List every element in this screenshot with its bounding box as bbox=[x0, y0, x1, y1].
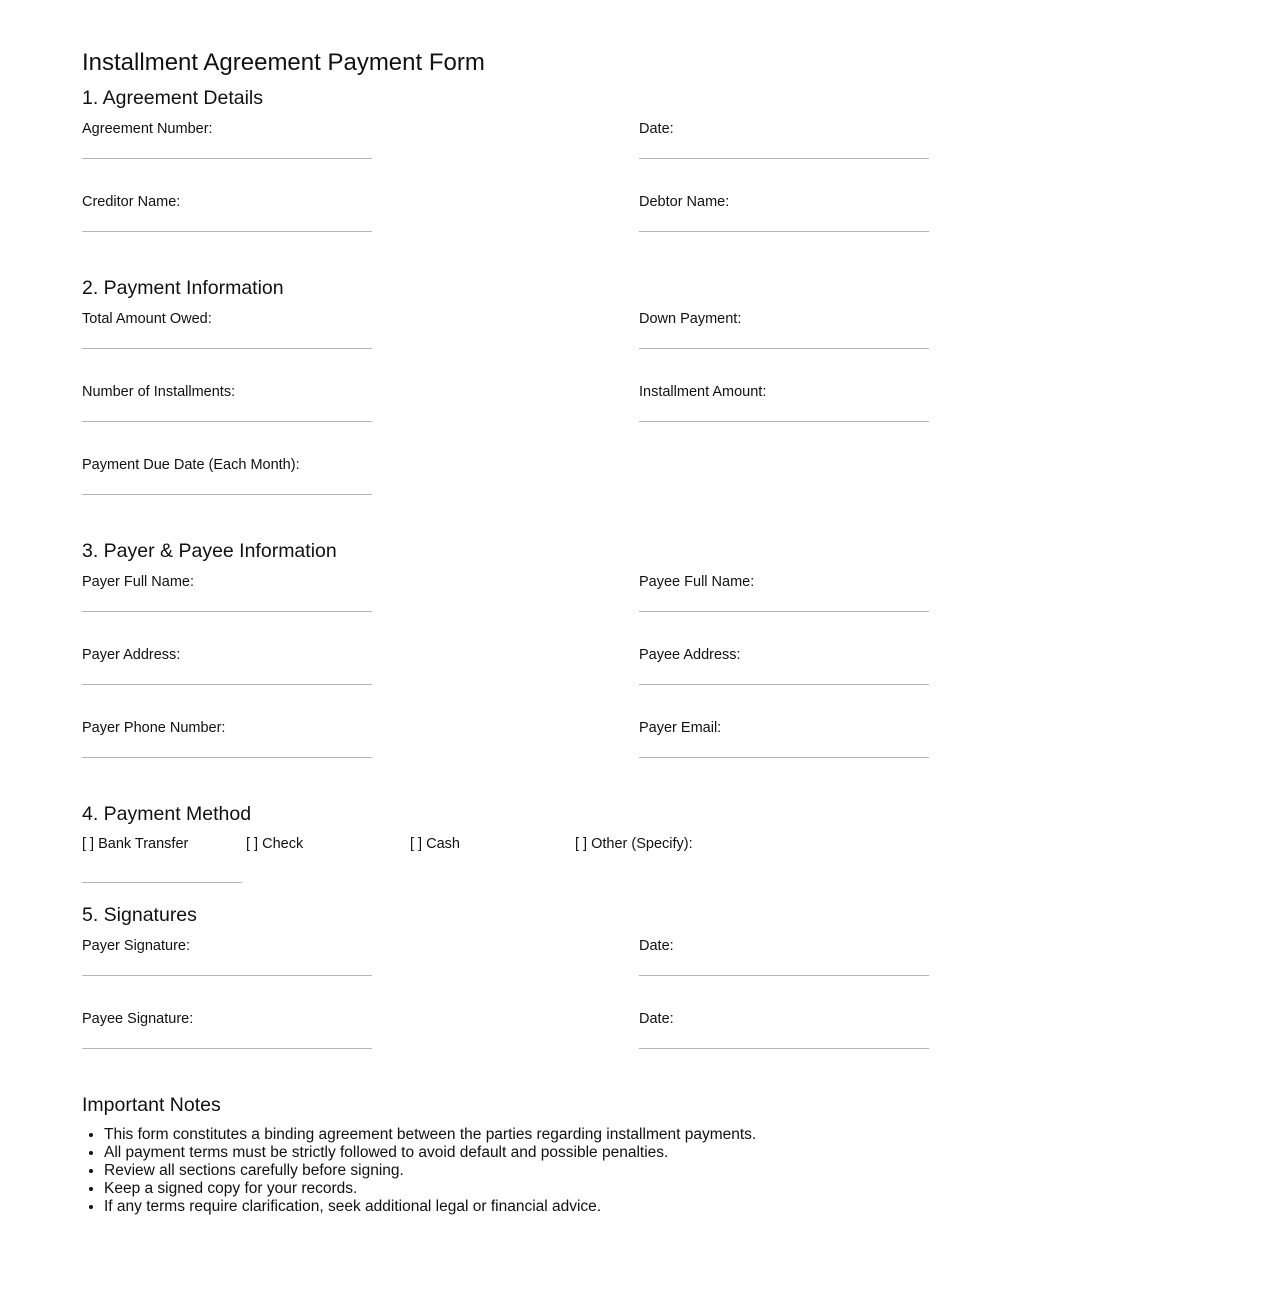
installment-amount-input[interactable] bbox=[639, 421, 929, 422]
number-of-installments-input[interactable] bbox=[82, 421, 372, 422]
payer-signature-date-label: Date: bbox=[639, 938, 674, 954]
note-item: • Keep a signed copy for your records. bbox=[104, 1180, 1004, 1198]
payer-address-field bbox=[82, 646, 372, 685]
down-payment-field bbox=[639, 310, 929, 349]
total-amount-owed-label: Total Amount Owed: bbox=[82, 311, 212, 327]
payer-phone-field bbox=[82, 719, 372, 758]
checkbox-bank-transfer[interactable]: [ ] bbox=[82, 836, 95, 852]
check-label: Check bbox=[262, 836, 304, 852]
section-title-signatures: 5. Signatures bbox=[82, 904, 197, 926]
agreement-date-input[interactable] bbox=[639, 158, 929, 159]
installment-amount-label: Installment Amount: bbox=[639, 384, 767, 400]
number-of-installments-field bbox=[82, 383, 372, 422]
payee-full-name-label: Payee Full Name: bbox=[639, 574, 755, 590]
agreement-number-input[interactable] bbox=[82, 158, 372, 159]
important-notes-list bbox=[82, 1126, 1004, 1216]
checkbox-cash[interactable]: [ ] bbox=[410, 836, 423, 852]
payer-signature-date-input[interactable] bbox=[639, 975, 929, 976]
down-payment-label: Down Payment: bbox=[639, 311, 742, 327]
note-item: • All payment terms must be strictly followed to avoid default and possible penalties. bbox=[104, 1144, 1004, 1162]
agreement-number-field bbox=[82, 120, 372, 159]
payment-method-other[interactable] bbox=[575, 835, 693, 853]
payer-signature-field bbox=[82, 937, 372, 976]
payer-signature-label: Payer Signature: bbox=[82, 938, 191, 954]
agreement-date-field bbox=[639, 120, 929, 159]
payer-email-field bbox=[639, 719, 929, 758]
payee-signature-field bbox=[82, 1010, 372, 1049]
payer-phone-label: Payer Phone Number: bbox=[82, 720, 226, 736]
other-specify-input[interactable] bbox=[82, 882, 242, 883]
payer-address-label: Payer Address: bbox=[82, 647, 181, 663]
payee-address-input[interactable] bbox=[639, 684, 929, 685]
payment-method-check[interactable] bbox=[246, 835, 303, 853]
payment-due-date-field bbox=[82, 456, 372, 495]
payee-signature-date-input[interactable] bbox=[639, 1048, 929, 1049]
section-title-payment-information: 2. Payment Information bbox=[82, 277, 284, 299]
checkbox-check[interactable]: [ ] bbox=[246, 836, 259, 852]
debtor-name-label: Debtor Name: bbox=[639, 194, 730, 210]
down-payment-input[interactable] bbox=[639, 348, 929, 349]
payer-full-name-label: Payer Full Name: bbox=[82, 574, 195, 590]
payee-address-label: Payee Address: bbox=[639, 647, 741, 663]
payment-method-bank-transfer[interactable] bbox=[82, 835, 188, 853]
payer-phone-input[interactable] bbox=[82, 757, 372, 758]
note-item: • If any terms require clarification, seek additional legal or financial advice. bbox=[104, 1198, 1004, 1216]
total-amount-owed-input[interactable] bbox=[82, 348, 372, 349]
payer-email-input[interactable] bbox=[639, 757, 929, 758]
payer-signature-input[interactable] bbox=[82, 975, 372, 976]
payee-signature-label: Payee Signature: bbox=[82, 1011, 194, 1027]
note-item: • Review all sections carefully before signing. bbox=[104, 1162, 1004, 1180]
payment-method-cash[interactable] bbox=[410, 835, 460, 853]
payment-due-date-input[interactable] bbox=[82, 494, 372, 495]
debtor-name-input[interactable] bbox=[639, 231, 929, 232]
payee-signature-date-label: Date: bbox=[639, 1011, 674, 1027]
agreement-date-label: Date: bbox=[639, 121, 674, 137]
bank-transfer-label: Bank Transfer bbox=[98, 836, 189, 852]
section-title-payment-method: 4. Payment Method bbox=[82, 803, 252, 825]
other-label: Other (Specify): bbox=[591, 836, 693, 852]
payee-full-name-field bbox=[639, 573, 929, 612]
cash-label: Cash bbox=[426, 836, 460, 852]
section-title-important-notes: Important Notes bbox=[82, 1094, 221, 1116]
payee-signature-date-field bbox=[639, 1010, 929, 1049]
note-item: • This form constitutes a binding agreement between the parties regarding installment payments. bbox=[104, 1126, 1004, 1144]
payer-full-name-input[interactable] bbox=[82, 611, 372, 612]
payer-signature-date-field bbox=[639, 937, 929, 976]
payee-full-name-input[interactable] bbox=[639, 611, 929, 612]
creditor-name-field bbox=[82, 193, 372, 232]
agreement-number-label: Agreement Number: bbox=[82, 121, 213, 137]
section-title-agreement-details: 1. Agreement Details bbox=[82, 87, 264, 109]
payee-address-field bbox=[639, 646, 929, 685]
installment-amount-field bbox=[639, 383, 929, 422]
total-amount-owed-field bbox=[82, 310, 372, 349]
creditor-name-input[interactable] bbox=[82, 231, 372, 232]
payee-signature-input[interactable] bbox=[82, 1048, 372, 1049]
payer-full-name-field bbox=[82, 573, 372, 612]
section-title-payer-payee-information: 3. Payer & Payee Information bbox=[82, 540, 337, 562]
payer-email-label: Payer Email: bbox=[639, 720, 722, 736]
debtor-name-field bbox=[639, 193, 929, 232]
number-of-installments-label: Number of Installments: bbox=[82, 384, 236, 400]
checkbox-other[interactable]: [ ] bbox=[575, 836, 588, 852]
form-title: Installment Agreement Payment Form bbox=[82, 49, 485, 76]
payment-due-date-label: Payment Due Date (Each Month): bbox=[82, 457, 300, 473]
payer-address-input[interactable] bbox=[82, 684, 372, 685]
creditor-name-label: Creditor Name: bbox=[82, 194, 181, 210]
